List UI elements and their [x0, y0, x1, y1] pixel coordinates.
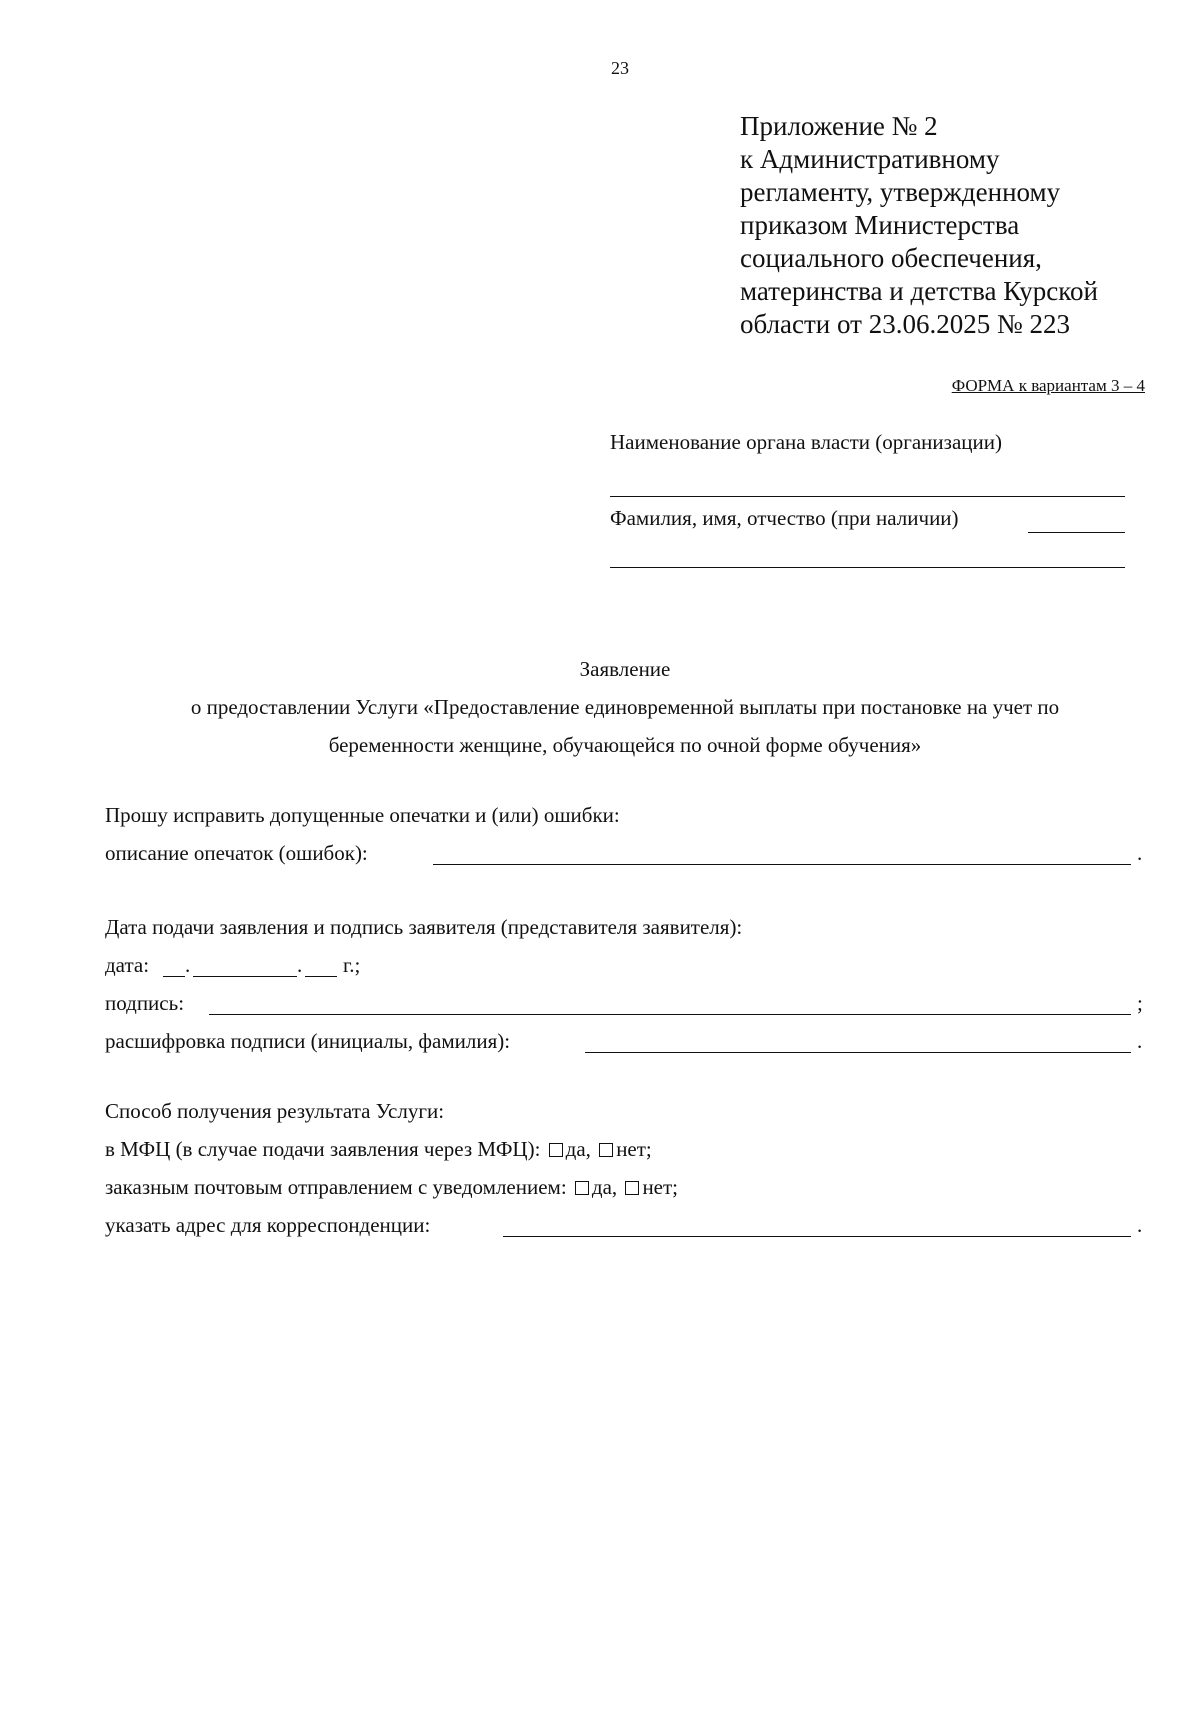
correction-request-text: Прошу исправить допущенные опечатки и (или) ошибки:: [105, 803, 620, 827]
error-description-row: [105, 838, 1145, 876]
signature-decoding-field[interactable]: [585, 1052, 1131, 1053]
mfc-no-checkbox[interactable]: [599, 1143, 613, 1157]
mail-option: [105, 1172, 678, 1202]
correction-section: [105, 800, 1145, 876]
correspondence-address-label: указать адрес для корреспонденции:: [105, 1213, 431, 1237]
page-number: 23: [611, 58, 629, 78]
appendix-line: Приложение № 2: [740, 111, 938, 141]
signature-label: подпись:: [105, 991, 185, 1015]
signature-row: [105, 988, 1145, 1026]
signature-field[interactable]: [209, 1014, 1131, 1015]
line-end-mark: .: [1137, 841, 1143, 865]
correspondence-address-field[interactable]: [503, 1236, 1131, 1237]
form-variant-label: ФОРМА к вариантам 3 – 4: [951, 376, 1145, 395]
application-subject-line: беременности женщине, обучающейся по очной форме обучения»: [328, 733, 922, 757]
signature-heading: Дата подачи заявления и подпись заявителя (представителя заявителя):: [105, 915, 743, 939]
no-label: нет;: [616, 1137, 652, 1161]
mail-option-row: [105, 1172, 1145, 1210]
address-row: [105, 1210, 1145, 1248]
application-subject-line: о предоставлении Услуги «Предоставление единовременной выплаты при постановке на учет по: [190, 695, 1060, 719]
organization-name-field[interactable]: [610, 496, 1125, 497]
mail-no-checkbox[interactable]: [625, 1181, 639, 1195]
full-name-field[interactable]: [1028, 532, 1125, 533]
result-delivery-heading: Способ получения результата Услуги:: [105, 1099, 445, 1123]
mfc-option-label: в МФЦ (в случае подачи заявления через МФЦ):: [105, 1137, 541, 1161]
line-end-mark: .: [1137, 1213, 1143, 1237]
full-name-label: Фамилия, имя, отчество (при наличии): [610, 506, 959, 530]
signature-heading-row: [105, 912, 1145, 950]
date-year-field[interactable]: [305, 976, 337, 977]
application-title: [100, 650, 1150, 764]
date-separator: .: [297, 953, 303, 977]
signature-decoding-label: расшифровка подписи (инициалы, фамилия):: [105, 1029, 511, 1053]
organization-name-label: Наименование органа власти (организации): [610, 430, 1002, 454]
year-suffix: г.;: [343, 953, 361, 977]
correction-request-row: [105, 800, 1145, 838]
appendix-line: социального обеспечения,: [740, 243, 1042, 273]
result-heading-row: [105, 1096, 1145, 1134]
mfc-yes-checkbox[interactable]: [549, 1143, 563, 1157]
signature-decoding-row: [105, 1026, 1145, 1064]
mfc-option: [105, 1134, 652, 1164]
line-end-mark: ;: [1137, 991, 1143, 1015]
mail-yes-checkbox[interactable]: [575, 1181, 589, 1195]
appendix-block: [740, 110, 1160, 341]
appendix-line: приказом Министерства: [740, 210, 1020, 240]
mfc-option-row: [105, 1134, 1145, 1172]
result-delivery-section: [105, 1096, 1145, 1248]
date-label: дата:: [105, 953, 150, 977]
yes-label: да,: [591, 1175, 618, 1199]
appendix-line: материнства и детства Курской: [740, 276, 1098, 306]
application-heading: Заявление: [579, 657, 671, 681]
error-description-field[interactable]: [433, 864, 1131, 865]
no-label: нет;: [642, 1175, 679, 1199]
date-day-field[interactable]: [163, 976, 185, 977]
signature-section: [105, 912, 1145, 1064]
appendix-line: области от 23.06.2025 № 223: [740, 309, 1070, 339]
full-name-field-continued[interactable]: [610, 567, 1125, 568]
yes-label: да,: [565, 1137, 591, 1161]
appendix-line: к Административному: [740, 144, 1000, 174]
error-description-label: описание опечаток (ошибок):: [105, 841, 368, 865]
line-end-mark: .: [1137, 1029, 1143, 1053]
date-row: [105, 950, 1145, 988]
appendix-line: регламенту, утвержденному: [740, 177, 1061, 207]
date-month-field[interactable]: [193, 976, 297, 977]
date-separator: .: [185, 953, 191, 977]
mail-option-label: заказным почтовым отправлением с уведомлением:: [105, 1175, 567, 1199]
